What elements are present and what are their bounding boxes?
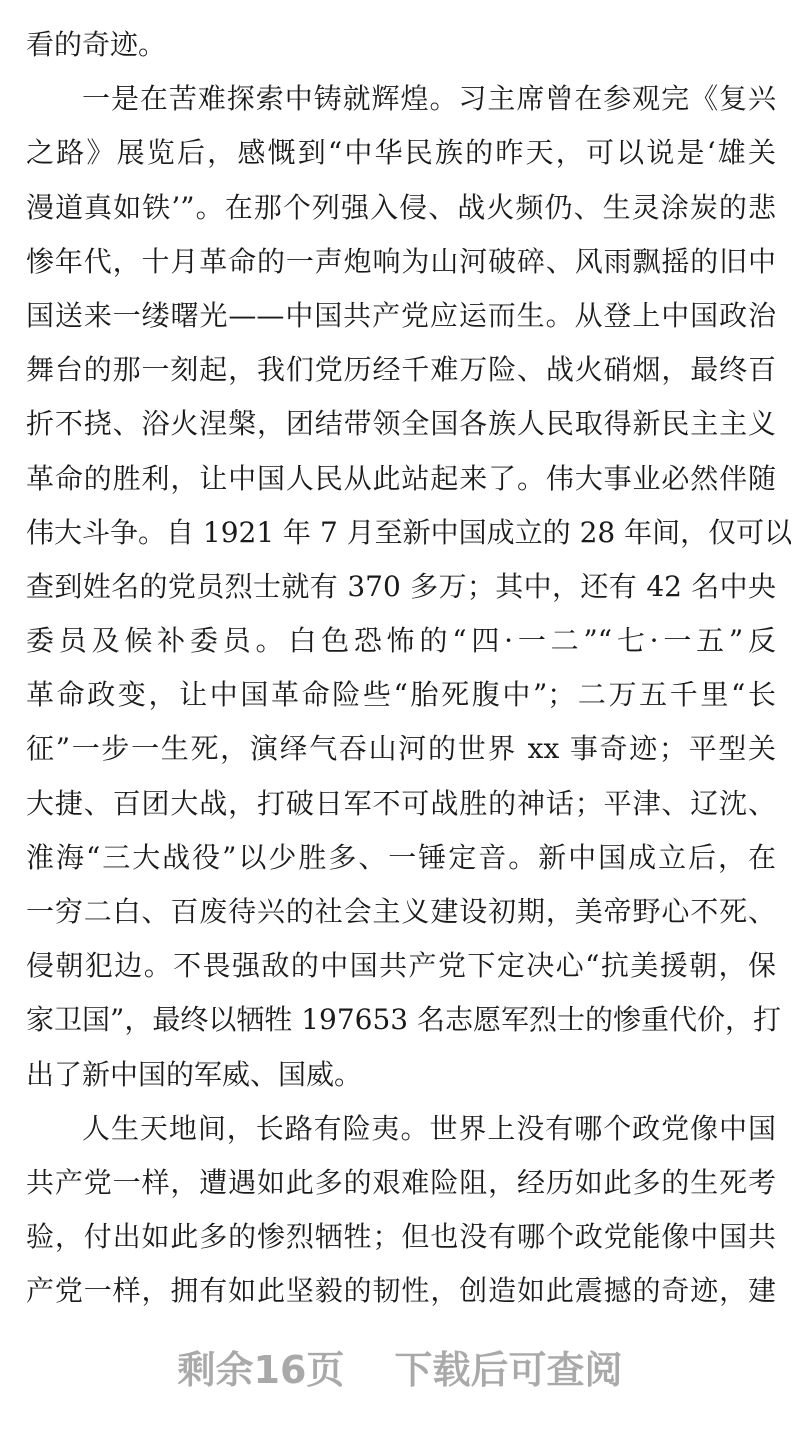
text-line: 之路》展览后，感慨到“中华民族的昨天，可以说是‘雄关 [26,136,776,170]
text-line: 家卫国”，最终以牺牲 197653 名志愿军烈士的惨重代价，打 [26,1003,782,1037]
text-line: 人生天地间，长路有险夷。世界上没有哪个政党像中国 [82,1111,776,1145]
text-line: 委员及候补委员。白色恐怖的“四·一二”“七·一五”反 [26,624,776,658]
text-line: 共产党一样，遭遇如此多的艰难险阻，经历如此多的生死考 [26,1165,776,1199]
download-prompt-banner[interactable] [0,1340,800,1400]
text-line: 征”一步一生死，演绎气吞山河的世界 xx 事奇迹；平型关 [26,732,776,766]
text-line: 出了新中国的军威、国威。 [26,1057,363,1091]
text-line: 产党一样，拥有如此坚毅的韧性，创造如此震撼的奇迹，建 [26,1274,776,1308]
text-line: 看的奇迹。 [26,28,167,61]
text-line: 漫道真如铁’”。在那个列强入侵、战火频仍、生灵涂炭的悲 [26,190,776,224]
text-line: 国送来一缕曙光——中国共产党应运而生。从登上中国政治 [26,298,776,332]
text-line: 淮海“三大战役”以少胜多、一锤定音。新中国成立后，在 [26,840,776,874]
download-to-read-label[interactable]: 下载后可查阅 [394,1348,623,1392]
text-line: 革命的胜利，让中国人民从此站起来了。伟大事业必然伴随 [26,461,776,495]
text-line: 伟大斗争。自 1921 年 7 月至新中国成立的 28 年间，仅可以 [26,515,793,549]
text-line: 一是在苦难探索中铸就辉煌。习主席曾在参观完《复兴 [82,82,776,116]
text-line: 验，付出如此多的惨烈牺牲；但也没有哪个政党能像中国共 [26,1220,776,1254]
text-line: 革命政变，让中国革命险些“胎死腹中”；二万五千里“长 [26,678,776,712]
text-line: 查到姓名的党员烈士就有 370 多万；其中，还有 42 名中央 [26,569,776,603]
remaining-pages-label: 剩余16页 [177,1348,345,1392]
document-body [26,18,793,1319]
text-line: 一穷二白、百废待兴的社会主义建设初期，美帝野心不死、 [26,895,776,928]
text-line: 大捷、百团大战，打破日军不可战胜的神话；平津、辽沈、 [26,786,776,820]
text-line: 惨年代，十月革命的一声炮响为山河破碎、风雨飘摇的旧中 [26,244,776,278]
text-line: 舞台的那一刻起，我们党历经千难万险、战火硝烟，最终百 [26,353,776,387]
text-line: 折不挠、浴火涅槃，团结带领全国各族人民取得新民主主义 [26,407,776,441]
text-line: 侵朝犯边。不畏强敌的中国共产党下定决心“抗美援朝，保 [26,949,776,983]
